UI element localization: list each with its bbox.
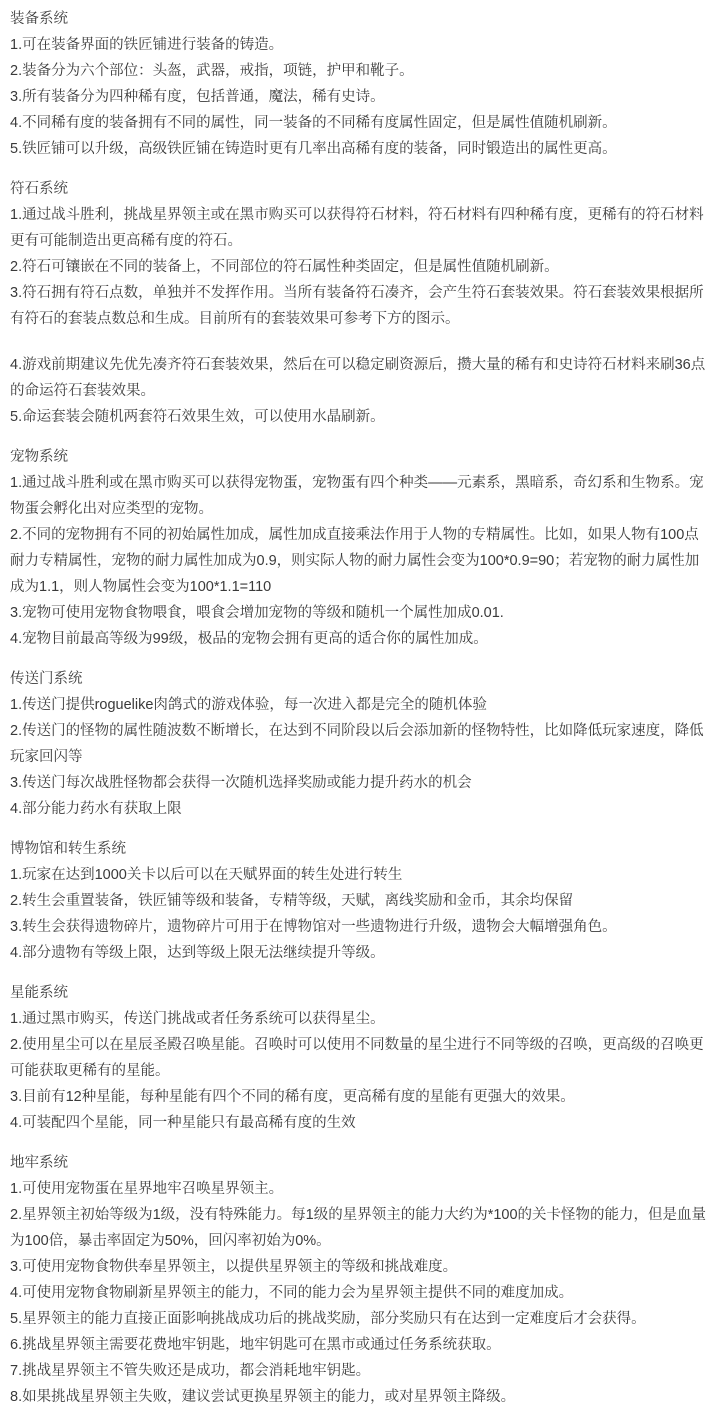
doc-line: 8.如果挑战星界领主失败，建议尝试更换星界领主的能力，或对星界领主降级。	[10, 1389, 516, 1405]
section-title: 传送门系统	[10, 671, 83, 687]
doc-line: 6.挑战星界领主需要花费地牢钥匙，地牢钥匙可在黑市或通过任务系统获取。	[10, 1337, 501, 1353]
doc-line: 2.不同的宠物拥有不同的初始属性加成，属性加成直接乘法作用于人物的专精属性。比如，如果人物有100点耐力专精属性，宠物的耐力属性加成为0.9，则实际人物的耐力属性会变为100*0.9=90；若宠物的耐力属性加成为1.1，则人物属性会变为100*1.1=110	[10, 527, 700, 595]
doc-line: 1.可使用宠物蛋在星界地牢召唤星界领主。	[10, 1181, 284, 1197]
section-title: 符石系统	[10, 181, 68, 197]
doc-line: 2.星界领主初始等级为1级，没有特殊能力。每1级的星界领主的能力大约为*100的关卡怪物的能力，但是血量为100倍，暴击率固定为50%，回闪率初始为0%。	[10, 1207, 707, 1249]
doc-line: 4.可使用宠物食物刷新星界领主的能力，不同的能力会为星界领主提供不同的难度加成。	[10, 1285, 574, 1301]
doc-line: 1.传送门提供roguelike肉鸽式的游戏体验，每一次进入都是完全的随机体验	[10, 697, 487, 713]
doc-line: 4.宠物目前最高等级为99级，极品的宠物会拥有更高的适合你的属性加成。	[10, 631, 488, 647]
doc-line: 5.星界领主的能力直接正面影响挑战成功后的挑战奖励，部分奖励只有在达到一定难度后才会获得。	[10, 1311, 646, 1327]
doc-section	[10, 980, 712, 1136]
doc-section	[10, 666, 712, 822]
doc-section	[10, 444, 712, 652]
doc-line: 3.转生会获得遗物碎片，遗物碎片可用于在博物馆对一些遗物进行升级，遗物会大幅增强角色。	[10, 919, 617, 935]
doc-section	[10, 176, 712, 430]
doc-line: 2.转生会重置装备，铁匠铺等级和装备，专精等级，天赋，离线奖励和金币，其余均保留	[10, 893, 574, 909]
doc-line: 3.目前有12种星能，每种星能有四个不同的稀有度，更高稀有度的星能有更强大的效果。	[10, 1089, 575, 1105]
doc-line: 3.符石拥有符石点数，单独并不发挥作用。当所有装备符石凑齐，会产生符石套装效果。符石套装效果根据所有符石的套装点数总和生成。目前所有的套装效果可参考下方的图示。	[10, 285, 704, 327]
doc-line: 1.通过战斗胜利或在黑市购买可以获得宠物蛋，宠物蛋有四个种类——元素系，黑暗系，奇幻系和生物系。宠物蛋会孵化出对应类型的宠物。	[10, 475, 704, 517]
doc-line: 4.部分能力药水有获取上限	[10, 801, 182, 817]
doc-line: 4.部分遗物有等级上限，达到等级上限无法继续提升等级。	[10, 945, 385, 961]
doc-line: 1.玩家在达到1000关卡以后可以在天赋界面的转生处进行转生	[10, 867, 403, 883]
doc-section	[10, 1150, 712, 1410]
doc-section	[10, 836, 712, 966]
section-title: 宠物系统	[10, 449, 68, 465]
doc-line: 1.可在装备界面的铁匠铺进行装备的铸造。	[10, 37, 284, 53]
doc-line: 4.可装配四个星能，同一种星能只有最高稀有度的生效	[10, 1115, 356, 1131]
doc-line: 5.命运套装会随机两套符石效果生效，可以使用水晶刷新。	[10, 409, 385, 425]
doc-line: 3.所有装备分为四种稀有度，包括普通，魔法，稀有史诗。	[10, 89, 385, 105]
doc-line: 3.传送门每次战胜怪物都会获得一次随机选择奖励或能力提升药水的机会	[10, 775, 472, 791]
section-title: 博物馆和转生系统	[10, 841, 126, 857]
doc-line: 1.通过战斗胜利，挑战星界领主或在黑市购买可以获得符石材料，符石材料有四种稀有度，更稀有的符石材料更有可能制造出更高稀有度的符石。	[10, 207, 704, 249]
doc-line: 3.宠物可使用宠物食物喂食，喂食会增加宠物的等级和随机一个属性加成0.01.	[10, 605, 504, 621]
doc-line: 7.挑战星界领主不管失败还是成功，都会消耗地牢钥匙。	[10, 1363, 371, 1379]
doc-line: 2.符石可镶嵌在不同的装备上，不同部位的符石属性种类固定，但是属性值随机刷新。	[10, 259, 559, 275]
section-title: 装备系统	[10, 11, 68, 27]
section-title: 地牢系统	[10, 1155, 68, 1171]
doc-line: 2.传送门的怪物的属性随波数不断增长，在达到不同阶段以后会添加新的怪物特性，比如降低玩家速度，降低玩家回闪等	[10, 723, 704, 765]
doc-line: 5.铁匠铺可以升级，高级铁匠铺在铸造时更有几率出高稀有度的装备，同时锻造出的属性更高。	[10, 141, 617, 157]
doc-section	[10, 6, 712, 162]
doc-line: 3.可使用宠物食物供奉星界领主，以提供星界领主的等级和挑战难度。	[10, 1259, 458, 1275]
doc-line: 4.游戏前期建议先优先凑齐符石套装效果，然后在可以稳定刷资源后，攒大量的稀有和史诗符石材料来刷36点的命运符石套装效果。	[10, 357, 706, 399]
blank-line	[10, 332, 712, 352]
doc-line: 2.使用星尘可以在星辰圣殿召唤星能。召唤时可以使用不同数量的星尘进行不同等级的召唤，更高级的召唤更可能获取更稀有的星能。	[10, 1037, 704, 1079]
doc-line: 4.不同稀有度的装备拥有不同的属性，同一装备的不同稀有度属性固定，但是属性值随机刷新。	[10, 115, 617, 131]
doc-line: 2.装备分为六个部位：头盔，武器，戒指，项链，护甲和靴子。	[10, 63, 414, 79]
section-title: 星能系统	[10, 985, 68, 1001]
doc-line: 1.通过黑市购买，传送门挑战或者任务系统可以获得星尘。	[10, 1011, 385, 1027]
